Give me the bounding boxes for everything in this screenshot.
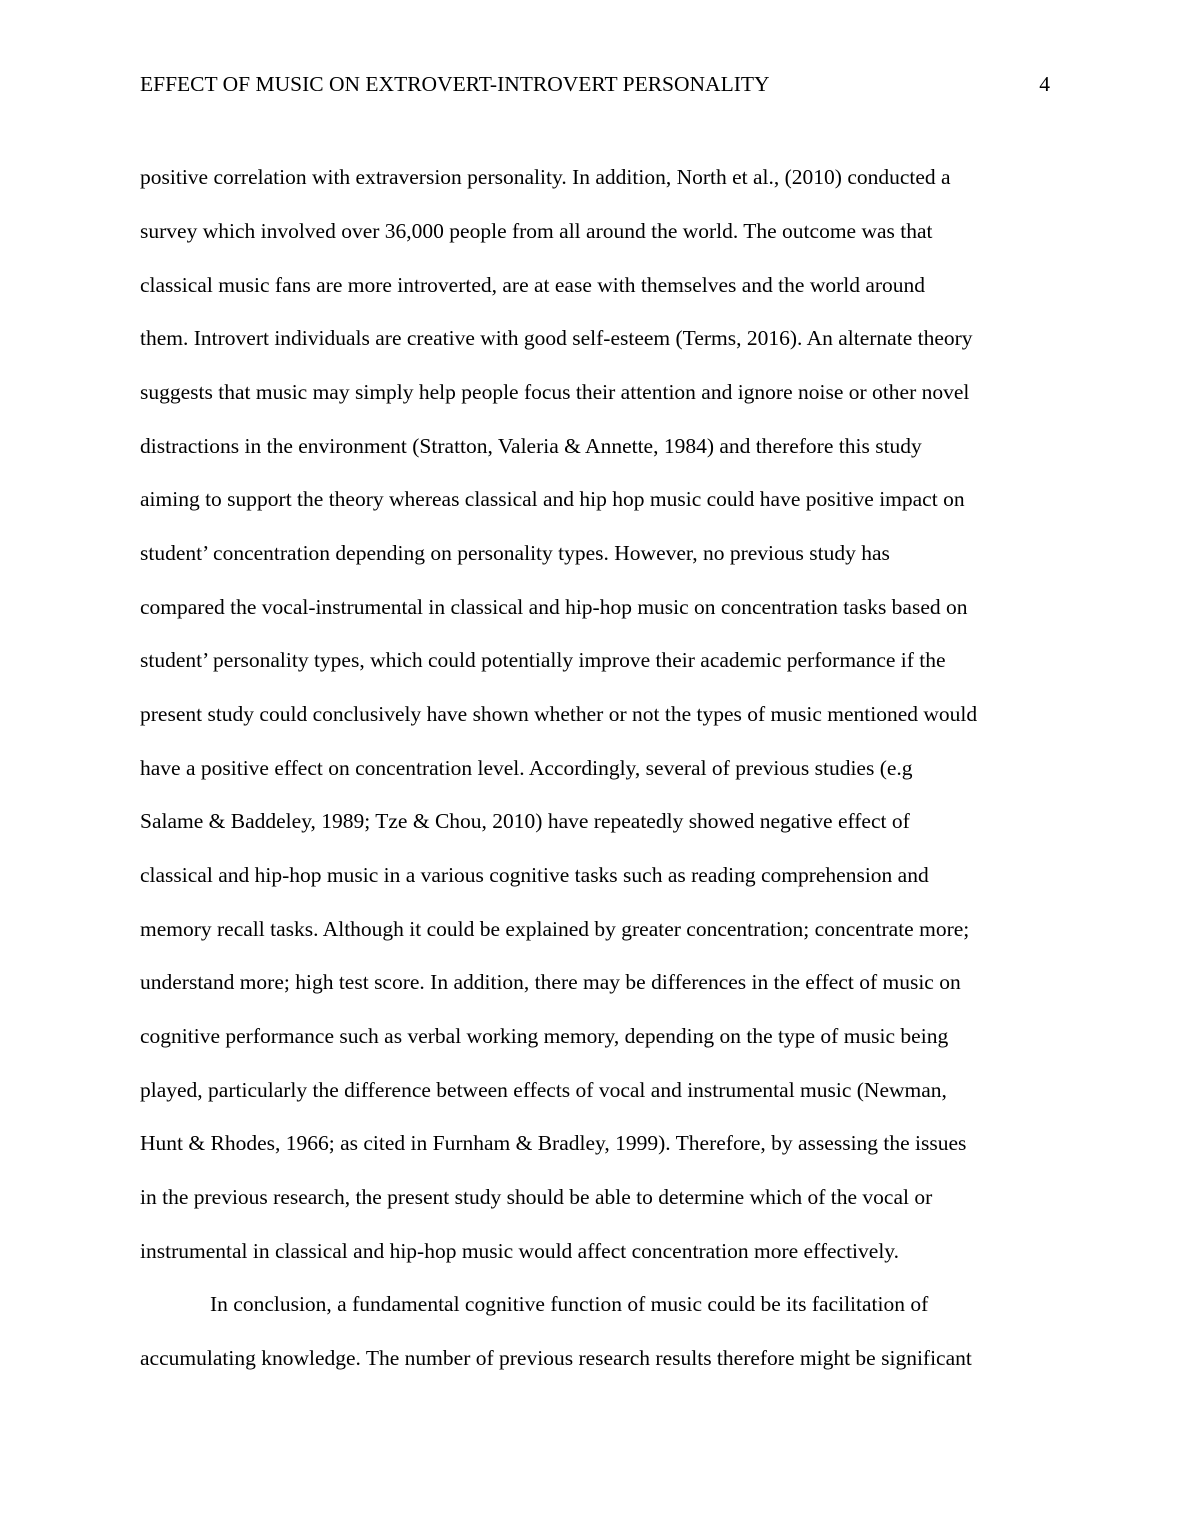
body-line: understand more; high test score. In addition, there may be differences in the effect of music on (140, 970, 961, 994)
body-line: instrumental in classical and hip-hop music would affect concentration more effectively. (140, 1239, 900, 1263)
body-line: them. Introvert individuals are creative with good self-esteem (Terms, 2016). An alternate theory (140, 326, 973, 350)
body-line: present study could conclusively have shown whether or not the types of music mentioned would (140, 702, 978, 726)
body-line: memory recall tasks. Although it could be explained by greater concentration; concentrate more; (140, 917, 970, 941)
body-line: student’ personality types, which could potentially improve their academic performance if the (140, 648, 946, 672)
body-line: aiming to support the theory whereas classical and hip hop music could have positive impact on (140, 487, 965, 511)
body-line: cognitive performance such as verbal working memory, depending on the type of music being (140, 1024, 949, 1048)
body-line: compared the vocal-instrumental in classical and hip-hop music on concentration tasks based on (140, 595, 968, 619)
body-line: distractions in the environment (Stratton, Valeria & Annette, 1984) and therefore this study (140, 434, 922, 458)
body-line: classical and hip-hop music in a various cognitive tasks such as reading comprehension and (140, 863, 929, 887)
page-number: 4 (1039, 72, 1050, 96)
body-line: student’ concentration depending on personality types. However, no previous study has (140, 541, 890, 565)
body-line: positive correlation with extraversion personality. In addition, North et al., (2010) conducted a (140, 165, 951, 189)
body-line: accumulating knowledge. The number of previous research results therefore might be significant (140, 1346, 972, 1370)
body-line: Hunt & Rhodes, 1966; as cited in Furnham & Bradley, 1999). Therefore, by assessing the issues (140, 1131, 967, 1155)
body-line-paragraph-start: In conclusion, a fundamental cognitive function of music could be its facilitation of (210, 1292, 929, 1316)
body-line: suggests that music may simply help people focus their attention and ignore noise or other novel (140, 380, 970, 404)
body-line: have a positive effect on concentration level. Accordingly, several of previous studies (e.g (140, 756, 913, 780)
body-line: survey which involved over 36,000 people from all around the world. The outcome was that (140, 219, 933, 243)
body-line: in the previous research, the present study should be able to determine which of the vocal or (140, 1185, 933, 1209)
body-line: classical music fans are more introverted, are at ease with themselves and the world around (140, 273, 926, 297)
body-line: played, particularly the difference between effects of vocal and instrumental music (Newman, (140, 1078, 947, 1102)
body-line: Salame & Baddeley, 1989; Tze & Chou, 2010) have repeatedly showed negative effect of (140, 809, 910, 833)
running-head: EFFECT OF MUSIC ON EXTROVERT-INTROVERT PERSONALITY (140, 72, 770, 96)
